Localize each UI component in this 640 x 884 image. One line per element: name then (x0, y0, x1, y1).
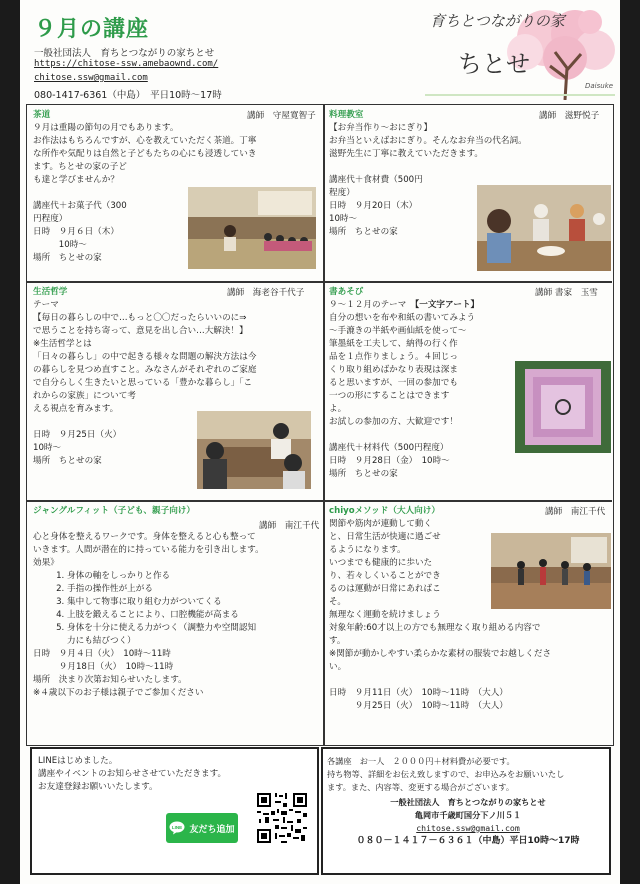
email-link[interactable]: chitose.ssw@gmail.com (34, 73, 148, 83)
course-line: 10時～ (329, 214, 358, 224)
footer-line: ます。また、内容等、変更する場合がございます。 (327, 782, 515, 792)
course-line: るようになります。 (329, 545, 406, 555)
course-line: いつまでも健康的に歩いた (329, 558, 433, 568)
teacher-name: 講師 滋野悦子 (539, 111, 600, 121)
course-line: 10時～ (33, 443, 62, 453)
discussion-photo (197, 411, 311, 489)
course-line: ～手漉きの半紙や画仙紙を使って～ (329, 326, 467, 336)
effect-item: 5. 身体を十分に使える力がつく（調整力や空間認知 (67, 622, 321, 635)
course-line: 場所 ちとせの家 (33, 456, 102, 466)
course-line: 日時 ９月11日（火） 10時～11時 （大人） (329, 688, 508, 698)
line-logo-icon (169, 821, 185, 835)
footer-line: 各講座 お一人 ２０００円＋材料費が必要です。 (327, 756, 515, 766)
course-line: り、若々しくいることができ (329, 571, 441, 581)
footer-line: お友達登録お願いいたします。 (38, 782, 158, 792)
course-line: 日時 ９月20日（木） (329, 201, 418, 211)
course-line: そ。 (329, 597, 347, 607)
course-title: 茶道 (33, 110, 51, 120)
course-line: ９月は重陽の節句の月でもあります。 (33, 123, 179, 133)
course-title: chiyoメソッド（大人向け） (329, 506, 440, 516)
course-line: 滋野先生に丁寧に教えていただきます。 (329, 149, 484, 159)
course-line: と、日常生活が快適に過ごせ (329, 532, 441, 542)
course-line: 日時 ９月６日（木） (33, 227, 119, 237)
effect-item: 4. 上肢を鍛えることにより、口腔機能が高まる (67, 609, 321, 622)
course-line: お試しの参加の方、大歓迎です！ (329, 417, 458, 427)
course-line: で思うことを持ち寄って、意見を出し合い…大解決！】 (33, 326, 248, 336)
teacher-name: 講師 書家 玉雪 (535, 288, 598, 298)
teacher-name: 講師 海老谷千代子 (227, 288, 305, 298)
course-line: 場所 ちとせの家 (329, 469, 398, 479)
calligraphy-art-photo (515, 361, 611, 453)
contact-text (327, 755, 609, 848)
logo-name: ちとせ (458, 50, 530, 78)
course-line: す。 (329, 636, 346, 646)
course-line: よ。 (329, 404, 347, 414)
course-line: ９月18日（火） 10時～11時 (33, 662, 174, 672)
line-info-box (30, 747, 319, 875)
course-line: 筆墨紙を工夫して、納得の行く作 (329, 339, 458, 349)
course-line: 関節や筋肉が連動して動く (329, 519, 433, 529)
course-line: 講座代＋材料代（500円程度） (329, 443, 449, 453)
effect-item: 2. 手指の操作性が上がる (67, 583, 321, 596)
exercise-class-photo (491, 533, 611, 609)
course-line: 対象年齢:60才以上の方でも無理なく取り組める内容で (329, 623, 541, 633)
course-title: 書あそび (329, 287, 364, 297)
course-title: ジャングルフィット（子ども、親子向け） (33, 506, 195, 516)
phone-text: 080-1417-6361（中島） 平日10時～17時 (34, 90, 222, 101)
contact-email-link[interactable]: chitose.ssw@gmail.com (416, 823, 520, 833)
footer-line: 持ち物等、詳細をお伝え致しますので、お申込みをお願いいたし (327, 769, 565, 779)
contact-phone: ０８０－１４１７－６３６１（中島）平日10時～17時 (356, 836, 580, 846)
course-title: 料理教室 (329, 110, 364, 120)
course-line: くり取り組めばかなり表現は深ま (329, 365, 458, 375)
course-line: 効果》 (33, 558, 59, 568)
grid-divider (27, 500, 612, 502)
contact-address: 亀岡市千歳町国分下ノ川５１ (414, 810, 522, 820)
course-line: 講座代＋食材費（500円 (329, 175, 423, 185)
course-line: テーマ (33, 300, 59, 310)
grid-divider (323, 105, 325, 745)
course-line: ※関節が動かしやすい柔らかな素材の服装でお越しくださ (329, 649, 552, 659)
course-line: も達と学びませんか？ (33, 175, 119, 185)
course-line: ると思いますが、一回の参加でも (329, 378, 458, 388)
course-line: な所作や気配りは自然と子どもたちの心にも浸透していき (33, 149, 257, 159)
website-link[interactable]: https://chitose-ssw.amebaownd.com/ (34, 59, 219, 69)
course-title: 生活哲学 (33, 287, 68, 297)
teacher-name: 講師 南江千代 (259, 521, 320, 531)
page-title: ９月の講座 (34, 17, 150, 42)
contact-box (321, 747, 611, 875)
tea-ceremony-photo (188, 187, 316, 269)
theme-line (329, 299, 611, 312)
line-add-friend-button[interactable] (166, 813, 238, 843)
course-line: の暮らしを見つめ直すこと。みなさんがそれぞれのご家庭 (33, 365, 257, 375)
flyer-page (20, 0, 620, 884)
course-line: 「日々の暮らし」の中で起きる様々な問題の解決方法は今 (33, 352, 257, 362)
course-line: るのは運動が日常にあればこ (329, 584, 441, 594)
course-line: 日時 ９月25日（火） (33, 430, 122, 440)
theme-label: 【一文字アート】 (414, 300, 480, 310)
course-line: 程度） (329, 188, 355, 198)
course-line: 品を１点作りましょう。４回じっ (329, 352, 458, 362)
cooking-class-photo (477, 185, 611, 271)
course-line: 日時 ９月28日（金） 10時～ (329, 456, 450, 466)
course-line: える視点を育みます。 (33, 404, 119, 414)
teacher-name: 講師 南江千代 (545, 507, 606, 517)
course-line: ９月25日（火） 10時～11時 （大人） (329, 701, 508, 711)
footer-line: LINEはじめました。 (38, 756, 118, 766)
course-line: 無理なく運動を続けましょう (329, 610, 441, 620)
course-line: 一つの形にすることはできます (329, 391, 450, 401)
teacher-name: 講師 守屋寛智子 (247, 111, 316, 121)
org-name: 一般社団法人 育ちとつながりの家ちとせ (34, 48, 215, 59)
course-jungle-fit (33, 505, 321, 700)
line-button-label: 友だち追加 (189, 824, 235, 835)
effect-continuation: 力にも結びつく） (67, 636, 136, 646)
course-line: 講座代＋お菓子代（300 (33, 201, 127, 211)
course-line: お弁当といえばおにぎり。そんなお弁当の代名詞。 (329, 136, 527, 146)
logo-title: 育ちとつながりの家 (430, 12, 565, 30)
course-line (329, 674, 611, 687)
course-line: い。 (329, 662, 347, 672)
course-line: ます。ちとせの家の子ど (33, 162, 127, 172)
svg-text:LINE: LINE (172, 825, 183, 830)
effect-item: 1. 身体の軸をしっかりと作る (67, 570, 321, 583)
header (20, 0, 620, 103)
qr-code-icon[interactable] (255, 791, 309, 845)
course-line: 円程度） (33, 214, 68, 224)
contact-org: 一般社団法人 育ちとつながりの家ちとせ (390, 797, 546, 807)
grid-divider (27, 281, 612, 283)
course-line: お作法はもちろんですが、心を教えていただく茶道。丁寧 (33, 136, 257, 146)
course-line: ※生活哲学とは (33, 339, 92, 349)
line-info-text (38, 755, 308, 794)
course-line: 10時～ (33, 240, 87, 250)
course-line: 自分の想いを布や和紙の書いてみよう (329, 313, 476, 323)
logo-signature: Daisuke (585, 82, 614, 90)
course-line: 場所 決まり次第お知らせいたします。 (33, 675, 187, 685)
footer-line: 講座やイベントのお知らせさせていただきます。 (38, 769, 227, 779)
course-line: で自分らしく生きたいと思っている「豊かな暮らし」「こ (33, 378, 253, 388)
effect-item: 3. 集中して物事に取り組む力がついてくる (67, 596, 321, 609)
course-line: 日時 ９月４日（火） 10時～11時 (33, 649, 171, 659)
course-line: 【お弁当作り～おにぎり】 (329, 123, 433, 133)
course-line: いきます。人間が潜在的に持っている能力を引き出します。 (33, 545, 264, 555)
theme-prefix: ９～１２月のテーマ (329, 300, 415, 310)
course-line: れからの家族」について考 (33, 391, 136, 401)
course-line: 【毎日の暮らしの中で…もっと〇〇だったらいいのに⇒ (33, 313, 247, 323)
course-line: 心と身体を整えるワークです。身体を整えると心も整って (33, 532, 256, 542)
course-line: 場所 ちとせの家 (33, 253, 102, 263)
course-line (329, 161, 611, 174)
effects-list (33, 570, 321, 635)
course-line: 場所 ちとせの家 (329, 227, 398, 237)
course-grid (26, 104, 614, 746)
course-line: ※４歳以下のお子様は親子でご参加ください (33, 688, 204, 698)
